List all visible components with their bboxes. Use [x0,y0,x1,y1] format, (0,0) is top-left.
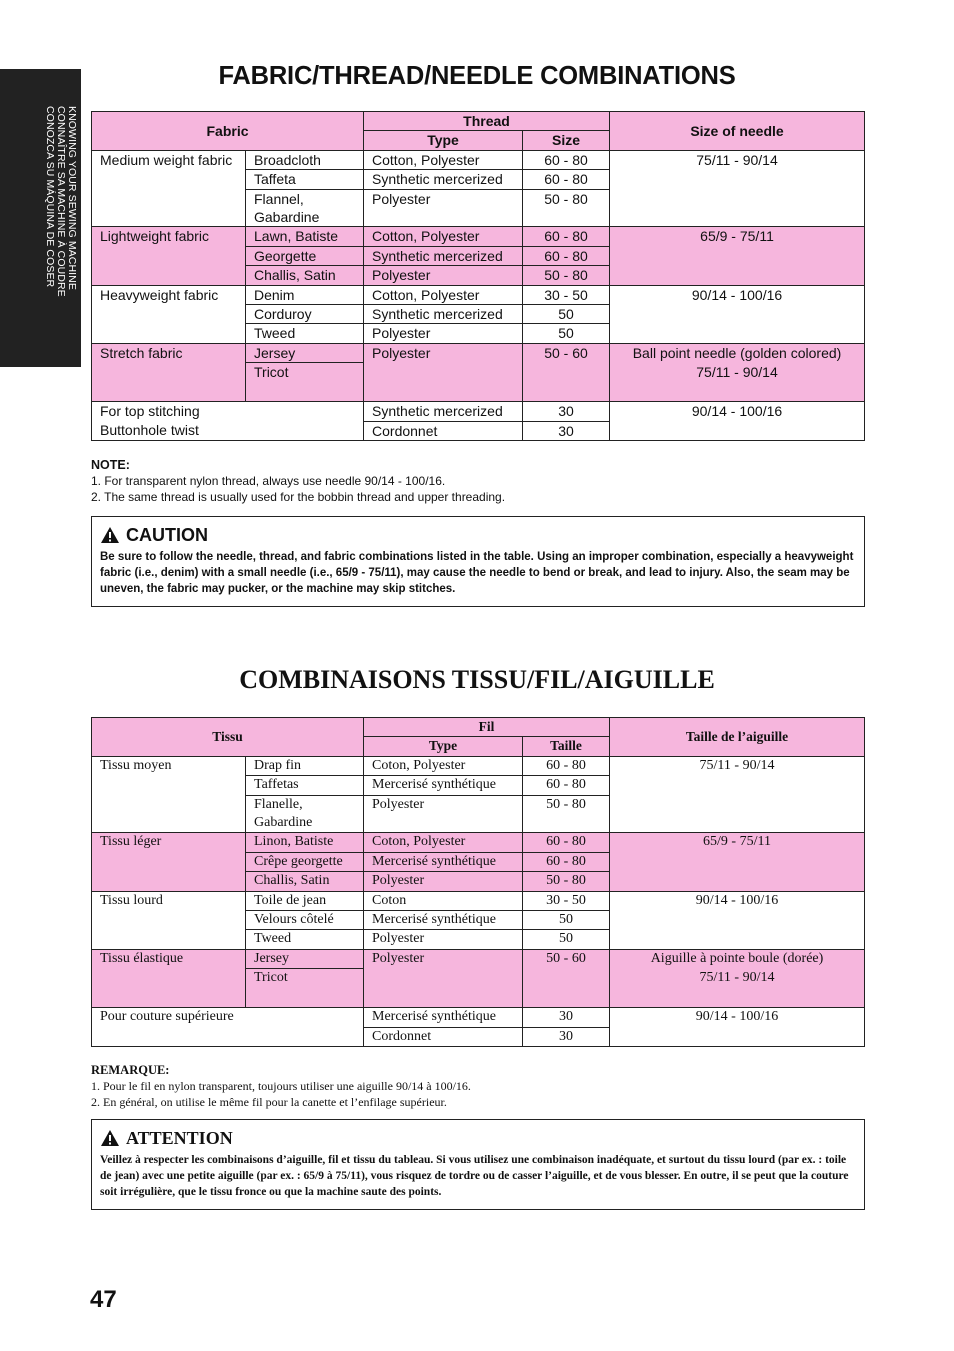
fabric-name: Tweed [246,930,364,949]
fabric-name: Flanelle, [246,795,364,814]
thread-type: Polyester [364,949,523,1007]
table-row [92,285,865,304]
header-row [92,112,865,131]
needle-size [610,343,865,401]
thread-size: 50 - 60 [523,343,610,401]
thread-size: 60 - 80 [523,833,610,852]
needle-size [610,756,865,833]
combination-table-fr [91,717,865,1047]
thread-type: Mercerisé synthétique [364,911,523,930]
header-needle: Size of needle [610,112,865,151]
fabric-name: Gabardine [246,814,364,833]
fabric-name: Lawn, Batiste [246,227,364,246]
fabric-category: Tissu lourd [92,891,246,949]
topstitch-label [92,402,364,441]
thread-type: Synthetic mercerized [364,305,523,324]
table-row [92,1008,865,1027]
side-tab-line-en: KNOWING YOUR SEWING MACHINE [66,106,78,290]
thread-type: Mercerisé synthétique [364,852,523,871]
table-row [92,756,865,775]
combination-table-en [91,111,865,441]
thread-size: 50 [523,930,610,949]
thread-type: Polyester [364,795,523,833]
fabric-name: Jersey [246,343,364,362]
note-title: REMARQUE: [91,1063,170,1077]
thread-size: 30 [523,421,610,440]
table-row [92,949,865,968]
table-row [92,343,865,362]
needle-size-line: 65/9 - 75/11 [703,834,771,850]
thread-type: Cotton, Polyester [364,150,523,169]
fabric-name: Taffeta [246,170,364,189]
fabric-name: Taffetas [246,776,364,795]
caution-box-en [91,516,865,607]
fabric-name: Velours côtelé [246,911,364,930]
fabric-name: Broadcloth [246,150,364,169]
thread-size: 50 - 80 [523,872,610,891]
thread-type: Polyester [364,266,523,285]
fabric-category: Medium weight fabric [92,150,246,227]
needle-size-line: 75/11 - 90/14 [699,757,775,773]
needle-size: 90/14 - 100/16 [610,1008,865,1047]
thread-size: 50 - 80 [523,189,610,227]
fabric-name: Challis, Satin [246,266,364,285]
thread-size: 50 [523,305,610,324]
header-fabric: Fabric [92,112,364,151]
thread-type: Polyester [364,343,523,401]
fabric-category: Stretch fabric [92,343,246,401]
table-row [92,833,865,852]
thread-size: 60 - 80 [523,150,610,169]
thread-size: 30 [523,1008,610,1027]
thread-type: Synthetic mercerized [364,246,523,265]
needle-size [610,891,865,949]
table-row [92,150,865,169]
note-item: 1. For transparent nylon thread, always use needle 90/14 - 100/16. [91,474,446,488]
header-thread-size: Size [523,131,610,150]
fabric-name: Georgette [246,246,364,265]
warning-triangle-icon [100,1129,120,1147]
attention-text: Veillez à respecter les combinaisons d’aiguille, fil et tissu du tableau. Si vous utilisez une combinaison inadéquate, et surtout du tissu lourd (par ex. : toile de jean) avec une petite aiguille (par ex. : 65/9 à 75/11), vous risquez de tordre ou de casser l’aiguille, et de vous blesser. En outre, il se peut que la couture soit irrégulière, que le tissu fronce ou que la machine saute des points. [100,1154,849,1198]
fabric-name: Denim [246,285,364,304]
thread-type: Cordonnet [364,1027,523,1046]
thread-type: Synthetic mercerized [364,170,523,189]
thread-size: 50 [523,911,610,930]
page-title-fr: COMBINAISONS TISSU/FIL/AIGUILLE [239,665,715,694]
fabric-category: Tissu élastique [92,949,246,1007]
table-row [92,891,865,910]
fabric-name: Tricot [246,363,364,402]
side-tab-line-es: CONOZCA SU MÁQUINA DE COSER [44,106,56,288]
fabric-name: Tweed [246,324,364,343]
fabric-name: Corduroy [246,305,364,324]
note-item: 2. The same thread is usually used for the bobbin thread and upper threading. [91,490,506,504]
table-row [92,227,865,246]
note-title: NOTE: [91,458,130,472]
thread-size: 60 - 80 [523,852,610,871]
caution-title: CAUTION [126,525,208,545]
thread-type: Polyester [364,189,523,227]
header-needle: Taille de l’aiguille [610,718,865,757]
fabric-name: Jersey [246,949,364,968]
side-tab-labels [35,106,77,334]
thread-size: 60 - 80 [523,227,610,246]
caution-text: Be sure to follow the needle, thread, and fabric combinations listed in the table. Using an improper combination, especially a heavyweight fabric (i.e., denim) with a small needle (i.e., 65/9 - 75/11), may cause the needle to bend or break, and lead to injury. Also, the seam may be uneven, the fabric may pucker, or the machine may skip stitches. [100,551,854,595]
thread-type: Cotton, Polyester [364,227,523,246]
thread-size: 50 - 60 [523,949,610,1007]
note-item: 2. En général, on utilise le même fil pour la canette et l’enfilage supérieur. [91,1095,447,1109]
fabric-name: Linon, Batiste [246,833,364,852]
fabric-name: Drap fin [246,756,364,775]
thread-size: 30 - 50 [523,285,610,304]
thread-type: Mercerisé synthétique [364,776,523,795]
thread-type: Coton [364,891,523,910]
page-title-en: FABRIC/THREAD/NEEDLE COMBINATIONS [218,62,736,90]
table-row [92,402,865,421]
header-thread-size: Taille [523,737,610,756]
thread-type: Cotton, Polyester [364,285,523,304]
fabric-name: Crêpe georgette [246,852,364,871]
fabric-category: Heavyweight fabric [92,285,246,343]
thread-size: 60 - 80 [523,756,610,775]
fabric-category: Lightweight fabric [92,227,246,285]
thread-size: 60 - 80 [523,776,610,795]
fabric-name: Flannel, [246,189,364,208]
needle-size [610,949,865,1007]
thread-size: 60 - 80 [523,246,610,265]
fabric-name: Tricot [246,969,364,1008]
needle-size-line: 90/14 - 100/16 [691,286,783,303]
needle-size-line: Ball point needle (golden colored) [632,344,842,361]
header-thread-type: Type [364,131,523,150]
topstitch-label-line: For top stitching [100,403,200,420]
fabric-name: Challis, Satin [246,872,364,891]
needle-size [610,833,865,891]
thread-type: Coton, Polyester [364,756,523,775]
needle-size-line: 90/14 - 100/16 [695,892,779,908]
thread-size: 30 - 50 [523,891,610,910]
thread-type: Polyester [364,872,523,891]
thread-type: Synthetic mercerized [364,402,523,421]
thread-size: 30 [523,1027,610,1046]
thread-type: Coton, Polyester [364,833,523,852]
needle-size-line: 75/11 - 90/14 [696,364,778,381]
fabric-name: Gabardine [246,208,364,227]
topstitch-label-line: Pour couture supérieure [100,1009,234,1025]
thread-type: Polyester [364,930,523,949]
needle-size [610,150,865,227]
needle-size-line: 65/9 - 75/11 [700,228,774,245]
thread-type: Polyester [364,324,523,343]
attention-box-fr [91,1119,865,1210]
thread-size: 30 [523,402,610,421]
needle-size-line: Aiguille à pointe boule (dorée) [650,950,824,966]
fabric-category: Tissu léger [92,833,246,891]
topstitch-label [92,1008,364,1047]
thread-type: Mercerisé synthétique [364,1008,523,1027]
needle-size-line: 75/11 - 90/14 [699,970,775,986]
fabric-category: Tissu moyen [92,756,246,833]
note-en [91,457,505,505]
needle-size [610,285,865,343]
note-fr [91,1062,471,1110]
needle-size: 90/14 - 100/16 [610,402,865,441]
warning-triangle-icon [100,526,120,544]
header-fabric: Tissu [92,718,364,757]
header-row [92,718,865,737]
topstitch-label-line: Buttonhole twist [100,421,199,438]
needle-size [610,227,865,285]
thread-size: 50 [523,324,610,343]
header-thread-type: Type [364,737,523,756]
needle-size-line: 75/11 - 90/14 [696,151,778,168]
attention-title: ATTENTION [126,1128,233,1148]
header-thread: Thread [364,112,610,131]
thread-type: Cordonnet [364,421,523,440]
note-item: 1. Pour le fil en nylon transparent, toujours utiliser une aiguille 90/14 à 100/16. [91,1079,471,1093]
thread-size: 60 - 80 [523,170,610,189]
page-number: 47 [90,1286,117,1313]
header-thread: Fil [364,718,610,737]
thread-size: 50 - 80 [523,266,610,285]
thread-size: 50 - 80 [523,795,610,833]
side-tab-line-fr: CONNAÎTRE SA MACHINE À COUDRE [55,106,67,297]
fabric-name: Toile de jean [246,891,364,910]
